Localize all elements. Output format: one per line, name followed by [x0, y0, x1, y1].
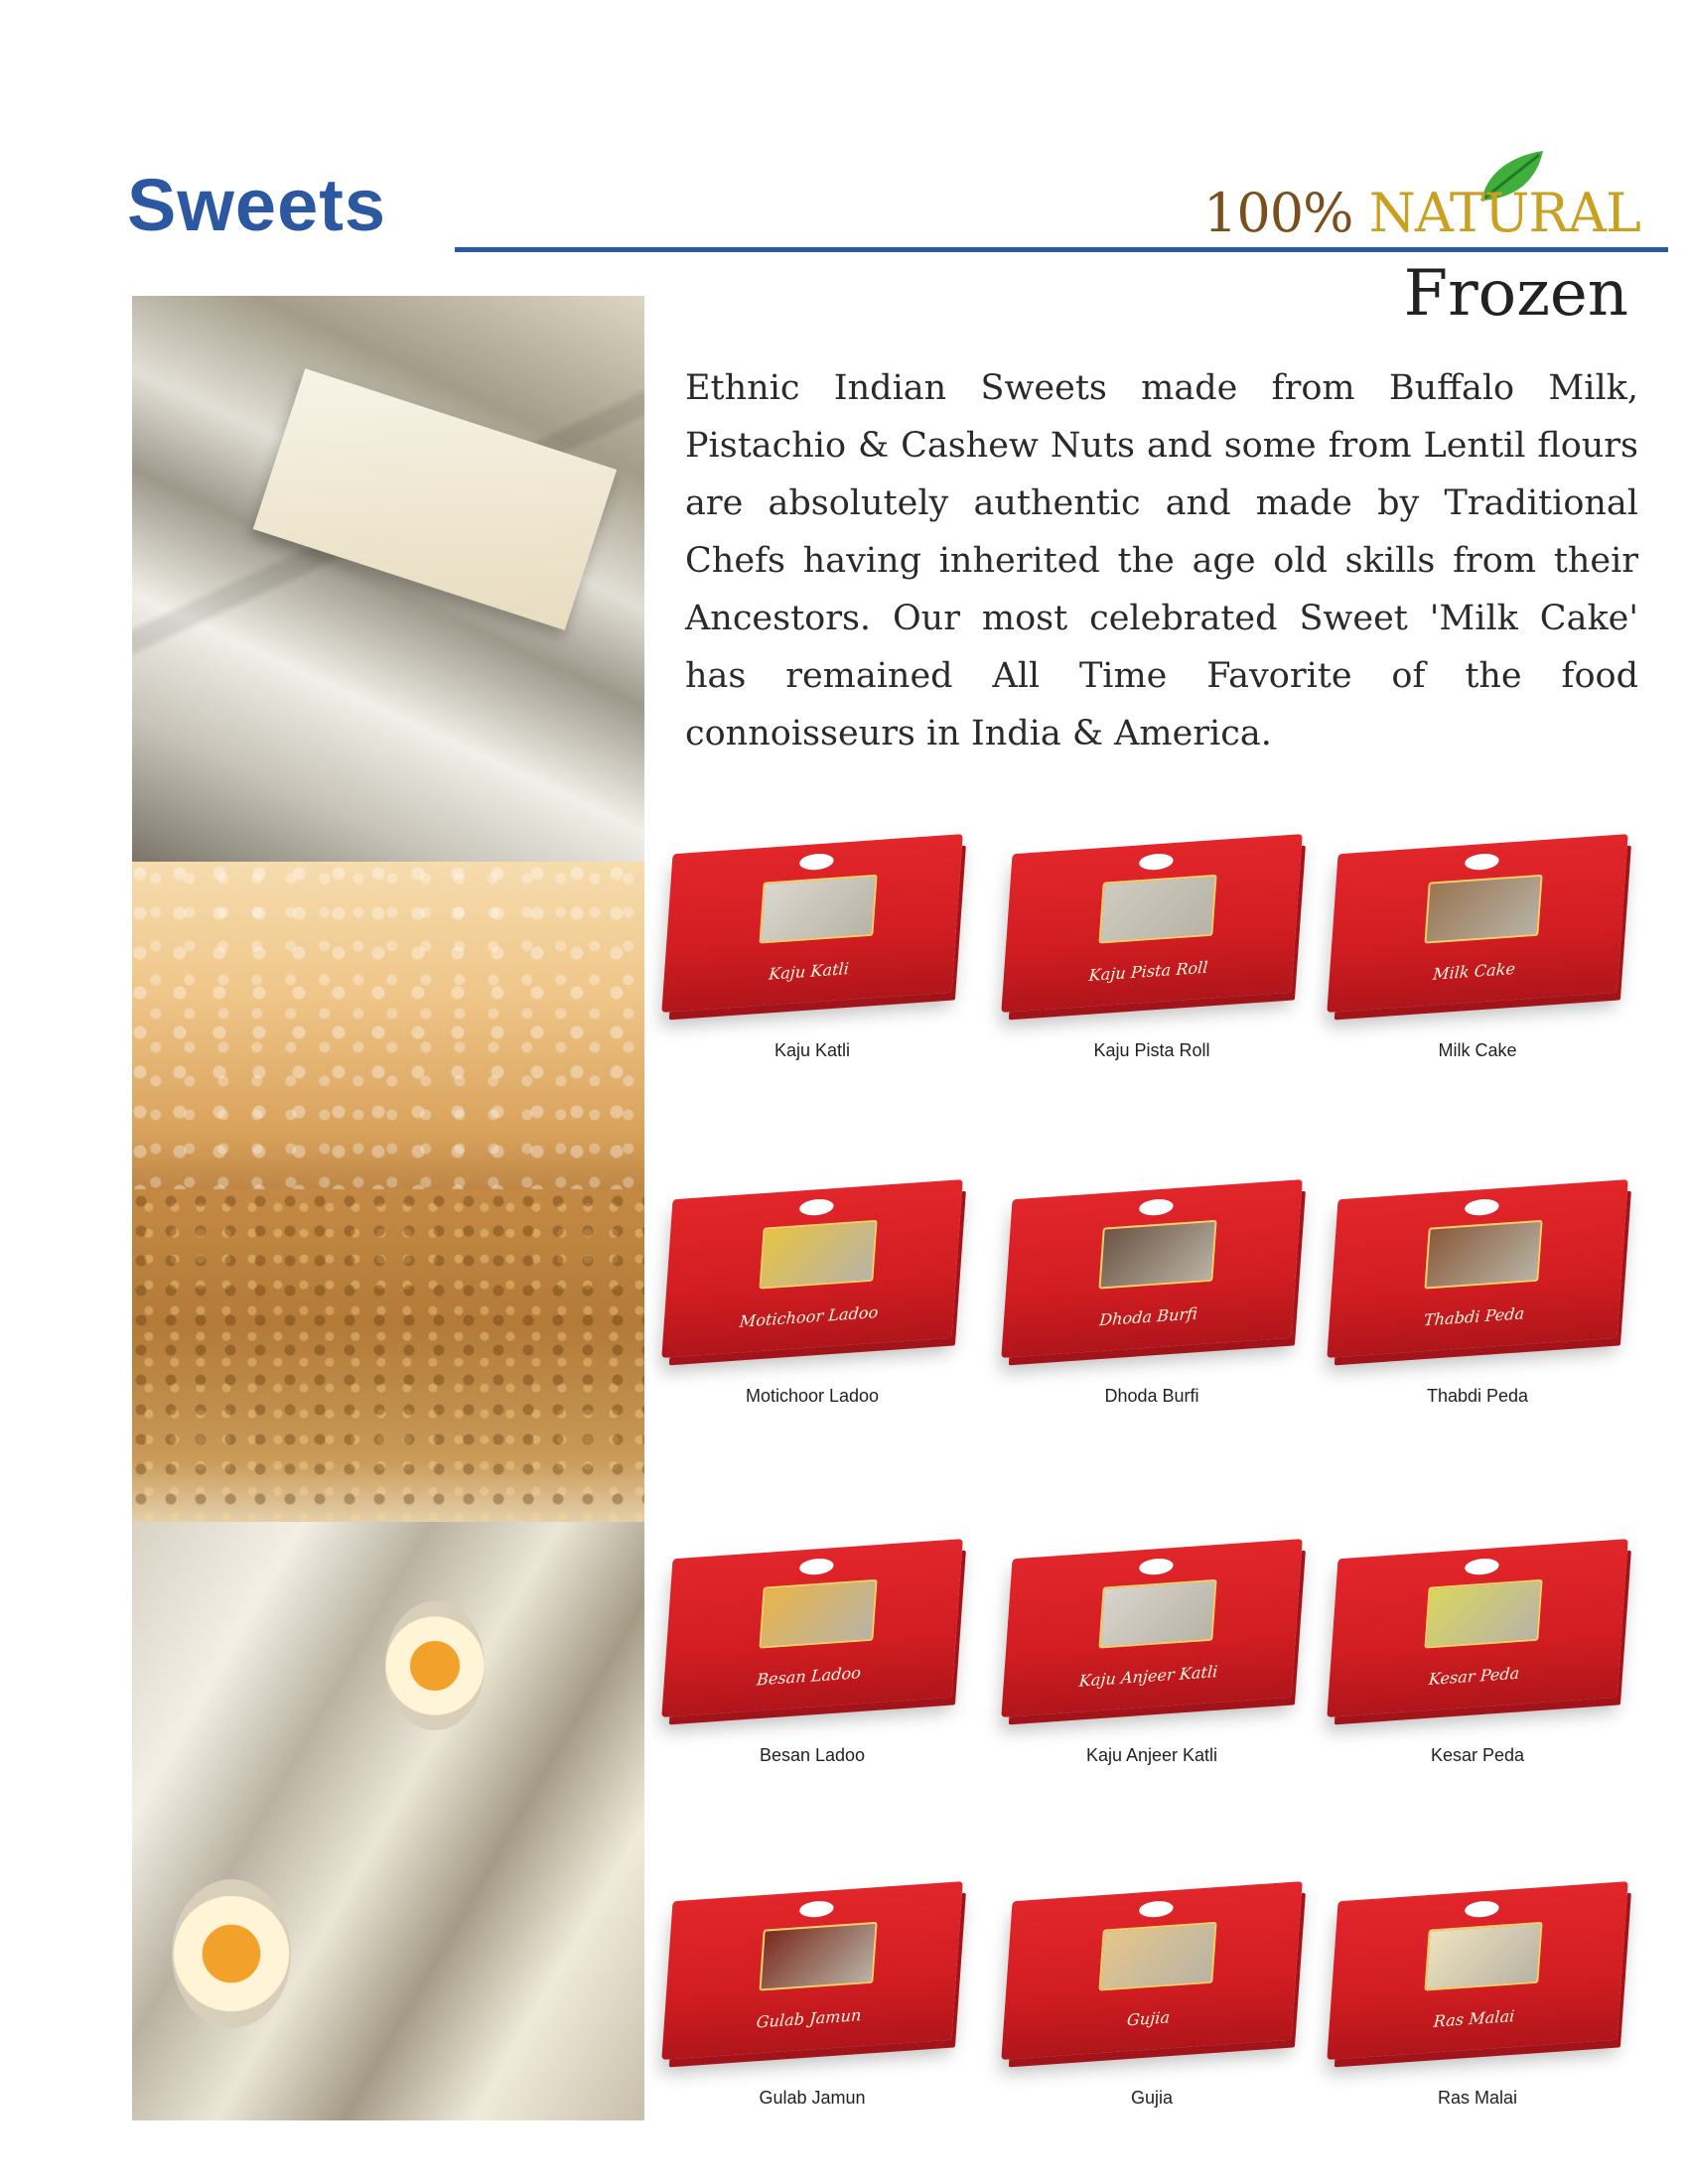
brand-badge-icon	[1138, 1558, 1174, 1575]
product-card	[1003, 844, 1301, 1061]
brand-badge-icon	[1138, 1198, 1174, 1216]
brand-logo	[1203, 149, 1640, 248]
box-print-text: Besan Ladoo	[756, 1662, 862, 1690]
product-card	[1329, 1891, 1626, 2109]
product-box-image	[1001, 1539, 1302, 1717]
box-window	[1424, 1579, 1542, 1648]
page-title: Sweets	[127, 164, 387, 246]
logo-text	[1203, 182, 1640, 244]
product-box-image	[661, 1179, 962, 1358]
product-box-image	[661, 1539, 962, 1717]
box-print-text: Gujia	[1126, 2007, 1171, 2029]
photo-kaju-pista-rolls	[132, 1522, 644, 2120]
product-name: Kaju Pista Roll	[1093, 1040, 1210, 1060]
section-label: Frozen	[1403, 257, 1628, 331]
product-box-image	[1327, 1539, 1627, 1717]
box-print-text: Ras Malai	[1433, 2005, 1516, 2031]
brand-badge-icon	[1138, 1900, 1174, 1918]
brand-badge-icon	[1464, 853, 1499, 871]
box-window	[1098, 1579, 1216, 1648]
brand-badge-icon	[1464, 1558, 1499, 1575]
product-box-image	[1001, 834, 1302, 1013]
box-window	[1424, 1220, 1542, 1289]
product-box-image	[1001, 1881, 1302, 2060]
product-box-image	[661, 834, 962, 1013]
box-print-text: Milk Cake	[1432, 958, 1516, 984]
box-print-text: Dhoda Burfi	[1098, 1303, 1198, 1329]
box-print-text: Kaju Katli	[768, 958, 850, 984]
product-card	[663, 1549, 961, 1766]
product-name: Gujia	[1130, 2088, 1174, 2108]
header-divider	[455, 247, 1668, 252]
product-name: Kaju Katli	[774, 1040, 851, 1060]
logo-percent: 100%	[1203, 182, 1353, 244]
product-name: Kaju Anjeer Katli	[1085, 1745, 1218, 1765]
product-name: Gulab Jamun	[759, 2088, 866, 2108]
box-print-text: Gulab Jamun	[756, 2004, 863, 2032]
product-card	[663, 844, 961, 1061]
product-card	[663, 1189, 961, 1407]
product-box-image	[1327, 834, 1627, 1013]
product-card	[1329, 844, 1626, 1061]
box-print-text: Kaju Pista Roll	[1088, 957, 1209, 985]
photo-kaju-katli	[132, 296, 644, 882]
box-print-text: Motichoor Ladoo	[739, 1301, 880, 1331]
product-name: Ras Malai	[1437, 2088, 1518, 2108]
box-window	[1098, 1220, 1216, 1289]
brand-badge-icon	[798, 1198, 834, 1216]
intro-paragraph: Ethnic Indian Sweets made from Buffalo Milk, Pistachio & Cashew Nuts and some from Lentil flours are absolutely authentic and made by Traditional Chefs having inherited the age old skills from their Ancestors. Our most celebrated Sweet 'Milk Cake' has remained All Time Favorite of the food connoisseurs in India & America.	[685, 368, 1638, 753]
box-window	[1424, 1922, 1542, 1990]
product-box-image	[1327, 1179, 1627, 1358]
logo-word: NATURAL	[1368, 182, 1640, 244]
box-print-text: Kesar Peda	[1428, 1663, 1521, 1689]
product-card	[1329, 1189, 1626, 1407]
brand-badge-icon	[798, 1900, 834, 1918]
box-window	[759, 1579, 877, 1648]
roll-slice	[385, 1601, 485, 1730]
photo-milk-cake-bottom	[132, 1189, 644, 1527]
product-card	[663, 1891, 961, 2109]
product-name: Motichoor Ladoo	[745, 1386, 880, 1406]
sweets-photo-collage	[132, 296, 644, 2120]
brand-badge-icon	[798, 1558, 834, 1575]
box-window	[759, 1922, 877, 1990]
product-name: Milk Cake	[1438, 1040, 1517, 1060]
photo-milk-cake-top	[132, 862, 644, 1199]
box-window	[759, 1220, 877, 1289]
roll-slice	[172, 1879, 291, 2028]
box-window	[1098, 1922, 1216, 1990]
box-print-text: Thabdi Peda	[1423, 1303, 1525, 1329]
box-window	[759, 875, 877, 943]
product-box-image	[661, 1881, 962, 2060]
brand-badge-icon	[1464, 1198, 1499, 1216]
box-print-text: Kaju Anjeer Katli	[1078, 1661, 1219, 1691]
product-name: Thabdi Peda	[1426, 1386, 1529, 1406]
product-box-image	[1327, 1881, 1627, 2060]
box-window	[1424, 875, 1542, 943]
product-card	[1003, 1189, 1301, 1407]
product-card	[1003, 1549, 1301, 1766]
brand-badge-icon	[798, 853, 834, 871]
product-name: Kesar Peda	[1430, 1745, 1525, 1765]
box-window	[1098, 875, 1216, 943]
brand-badge-icon	[1138, 853, 1174, 871]
product-box-image	[1001, 1179, 1302, 1358]
product-card	[1003, 1891, 1301, 2109]
product-card	[1329, 1549, 1626, 1766]
brand-badge-icon	[1464, 1900, 1499, 1918]
product-name: Besan Ladoo	[759, 1745, 866, 1765]
product-name: Dhoda Burfi	[1104, 1386, 1199, 1406]
